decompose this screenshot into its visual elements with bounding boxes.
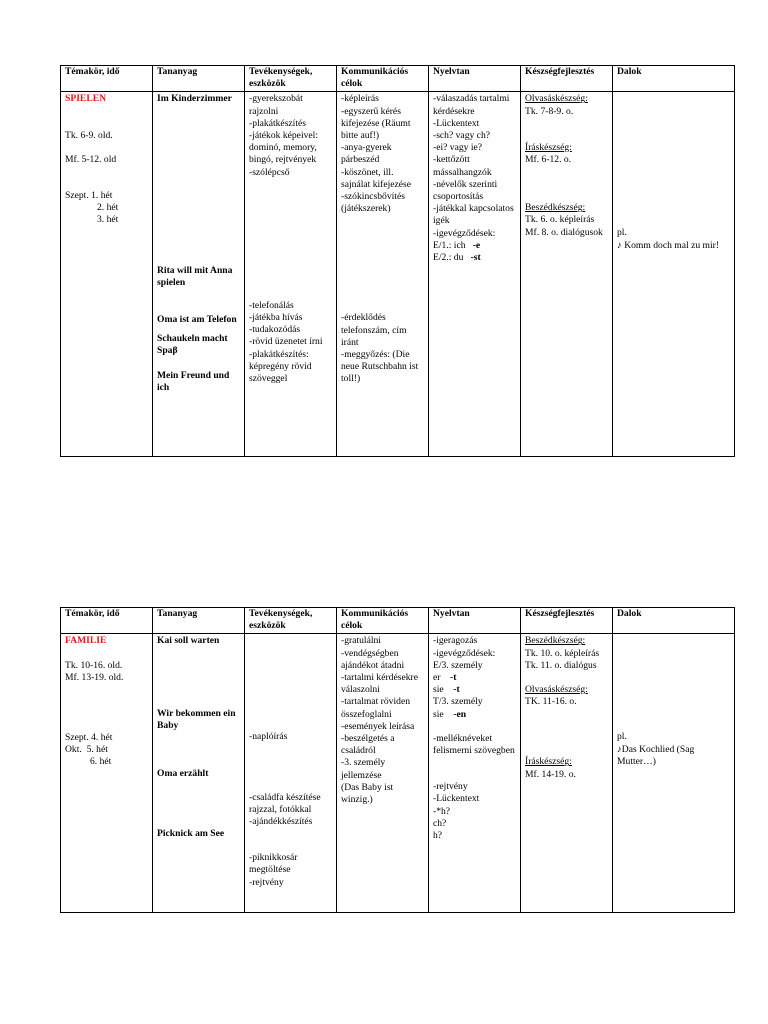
material-cell — [153, 92, 245, 457]
activity-item: -piknikkosár megtöltése — [249, 852, 298, 876]
grammar-item: -kettőzött mássalhangzók — [433, 154, 492, 178]
lesson-title: Im Kinderzimmer — [157, 93, 232, 105]
comm-item: -tartalmat röviden összefoglalni — [341, 696, 410, 720]
header-activities: Tevékenységek, eszközök — [245, 66, 337, 92]
date-line: 2. hét — [97, 202, 119, 214]
date-line: Szept. 1. hét — [65, 190, 113, 202]
activity-item: -szólépcső — [249, 166, 290, 178]
comm-item: -anya-gyerek párbeszéd — [341, 142, 392, 166]
comm-item: -3. személy jellemzése — [341, 757, 386, 781]
skill-title: Íráskészség: — [525, 756, 572, 768]
grammar-item: -válaszadás tartalmi kérdésekre — [433, 93, 510, 117]
activities-cell — [245, 634, 337, 913]
conj-ending: -st — [470, 252, 481, 264]
grammar-item: -Lückentext — [433, 117, 480, 129]
topic-workbook: Mf. 13-19. old. — [65, 671, 124, 683]
conj-ending: -t — [450, 672, 457, 684]
comm-item: -események leírása — [341, 720, 415, 732]
curriculum-table-spielen — [60, 65, 735, 457]
songs-cell — [613, 92, 735, 457]
skill-item: Tk. 11. o. dialógus — [525, 659, 597, 671]
grammar-conjugation — [433, 684, 516, 696]
grammar-item: ch? — [433, 817, 447, 829]
conj-form: sie — [433, 684, 444, 696]
topic-textbook: Tk. 10-16. old. — [65, 659, 123, 671]
song-item: pl. — [617, 227, 627, 239]
conj-form: sie — [433, 708, 444, 720]
header-communication: Kommunikációs célok — [337, 608, 429, 634]
skill-item: Mf. 6-12. o. — [525, 154, 572, 166]
activity-item: -rövid üzenetet írni — [249, 336, 323, 348]
grammar-cell — [429, 92, 521, 457]
topic-title: FAMILIE — [65, 635, 107, 647]
header-activities: Tevékenységek, eszközök — [245, 608, 337, 634]
song-item: ♪ Komm doch mal zu mir! — [617, 239, 720, 251]
grammar-item: h? — [433, 830, 443, 842]
topic-textbook: Tk. 6-9. old. — [65, 129, 113, 141]
curriculum-table-familie — [60, 607, 735, 913]
conj-ending: -e — [472, 239, 481, 251]
comm-item: -vendégségben ajándékot átadni — [341, 647, 405, 671]
lesson-title: Schaukeln macht Spaβ — [157, 333, 228, 357]
conj-form: E/2.: du — [433, 252, 464, 264]
lesson-title: Picknick am See — [157, 828, 225, 840]
grammar-item: -névelők szerinti csoportosítás — [433, 178, 498, 203]
skill-title: Íráskészség: — [525, 141, 572, 153]
grammar-item: -*h? — [433, 805, 451, 817]
skill-title: Olvasáskészség: — [525, 93, 588, 105]
table-row — [61, 634, 735, 913]
activity-item: -játékba hívás — [249, 312, 303, 324]
skill-item: Tk. 6. o. képleírás — [525, 214, 595, 226]
activity-item: -családfa készítése rajzzal, fotókkal — [249, 791, 321, 815]
lesson-title: Oma erzählt — [157, 768, 209, 780]
topic-workbook: Mf. 5-12. old — [65, 153, 117, 165]
lesson-title: Wir bekommen ein Baby — [157, 707, 236, 731]
grammar-conjugation — [433, 672, 516, 684]
lesson-title: Kai soll warten — [157, 635, 220, 647]
communication-cell — [337, 92, 429, 457]
grammar-conjugation — [433, 252, 516, 264]
grammar-item: T/3. személy — [433, 696, 483, 708]
activity-item: -tudakozódás — [249, 324, 301, 336]
header-topic: Témakör, idő — [61, 608, 153, 634]
comm-item: -beszélgetés a családról — [341, 733, 395, 757]
grammar-item: -igevégződések: — [433, 647, 496, 659]
song-item: pl. — [617, 731, 627, 743]
lesson-title: Rita will mit Anna spielen — [157, 264, 233, 288]
activity-item: -rejtvény — [249, 876, 284, 888]
skill-item: Tk. 7-8-9. o. — [525, 105, 574, 117]
date-line: 6. hét — [90, 756, 112, 768]
skill-title: Olvasáskészség: — [525, 684, 588, 696]
comm-item: -egyszerű kérés kifejezése (Räumt bitte auf!) — [341, 105, 411, 142]
grammar-item: -melléknéveket felismerni szövegben — [433, 732, 515, 757]
topic-title: SPIELEN — [65, 93, 107, 105]
skill-title: Beszédkészség: — [525, 202, 586, 214]
grammar-item: -ei? vagy ie? — [433, 142, 483, 154]
activities-cell — [245, 92, 337, 457]
activity-item: -telefonálás — [249, 299, 294, 311]
header-row — [61, 66, 735, 92]
grammar-conjugation — [433, 240, 516, 252]
header-skills: Készségfejlesztés — [521, 608, 613, 634]
header-material: Tananyag — [153, 608, 245, 634]
header-grammar: Nyelvtan — [429, 608, 521, 634]
conj-ending: -t — [453, 684, 460, 696]
date-line: 3. hét — [97, 214, 119, 226]
header-songs: Dalok — [613, 66, 735, 92]
skills-cell — [521, 634, 613, 913]
grammar-item: -sch? vagy ch? — [433, 130, 491, 142]
date-line: Szept. 4. hét — [65, 732, 113, 744]
activity-item: -gyerekszobát rajzolni — [249, 93, 303, 117]
comm-item: -tartalmi kérdésekre válaszolni — [341, 672, 418, 696]
header-row — [61, 608, 735, 634]
song-item: ♪Das Kochlied (Sag Mutter…) — [617, 743, 695, 767]
skill-item: Mf. 14-19. o. — [525, 768, 576, 780]
grammar-item: E/3. személy — [433, 659, 483, 671]
topic-cell — [61, 92, 153, 457]
date-line: Okt. 5. hét — [65, 744, 108, 756]
grammar-cell — [429, 634, 521, 913]
songs-cell — [613, 634, 735, 913]
activity-item: -plakátkészítés — [249, 117, 307, 129]
material-cell — [153, 634, 245, 913]
conj-ending: -en — [453, 708, 467, 720]
comm-item: (Das Baby ist winzig.) — [341, 781, 394, 806]
header-topic: Témakör, idő — [61, 66, 153, 92]
header-grammar: Nyelvtan — [429, 66, 521, 92]
header-skills: Készségfejlesztés — [521, 66, 613, 92]
header-songs: Dalok — [613, 608, 735, 634]
header-communication: Kommunikációs célok — [337, 66, 429, 92]
skill-item: Tk. 10. o. képleírás — [525, 647, 600, 659]
comm-item: -képleírás — [341, 93, 379, 105]
comm-item: -gratulálni — [341, 635, 381, 647]
activity-item: -ajándékkészítés — [249, 816, 313, 828]
lesson-title: Oma ist am Telefon — [157, 314, 237, 326]
grammar-item: -Lückentext — [433, 793, 480, 805]
grammar-item: -rejtvény — [433, 781, 468, 793]
table-row — [61, 92, 735, 457]
activity-item: -plakátkészítés: képregény rövid szöveggel — [249, 348, 312, 385]
grammar-item: -játékkal kapcsolatos igék — [433, 203, 514, 227]
comm-item: -szókincsbővítés (játékszerek) — [341, 191, 405, 215]
skill-item: Mf. 8. o. dialógusok — [525, 226, 603, 238]
grammar-conjugation — [433, 709, 516, 721]
conj-form: er — [433, 672, 441, 684]
activity-item: -játékok képeivel: dominó, memory, bingó, rejtvények — [249, 130, 318, 166]
grammar-item: -igeragozás — [433, 635, 478, 647]
header-material: Tananyag — [153, 66, 245, 92]
activity-item: -naplóírás — [249, 731, 288, 743]
communication-cell — [337, 634, 429, 913]
comm-item: -köszönet, ill. sajnálat kifejezése — [341, 166, 412, 190]
skill-title: Beszédkészség: — [525, 635, 586, 647]
comm-item: -érdeklődés telefonszám, cím iránt — [341, 312, 407, 348]
topic-cell — [61, 634, 153, 913]
conj-form: E/1.: ich — [433, 239, 466, 251]
comm-item: -meggyőzés: (Die neue Rutschbahn ist toll!) — [341, 349, 419, 385]
skills-cell — [521, 92, 613, 457]
skill-item: TK. 11-16. o. — [525, 696, 577, 708]
lesson-title: Mein Freund und ich — [157, 369, 230, 393]
grammar-item: -igevégződések: — [433, 227, 496, 239]
